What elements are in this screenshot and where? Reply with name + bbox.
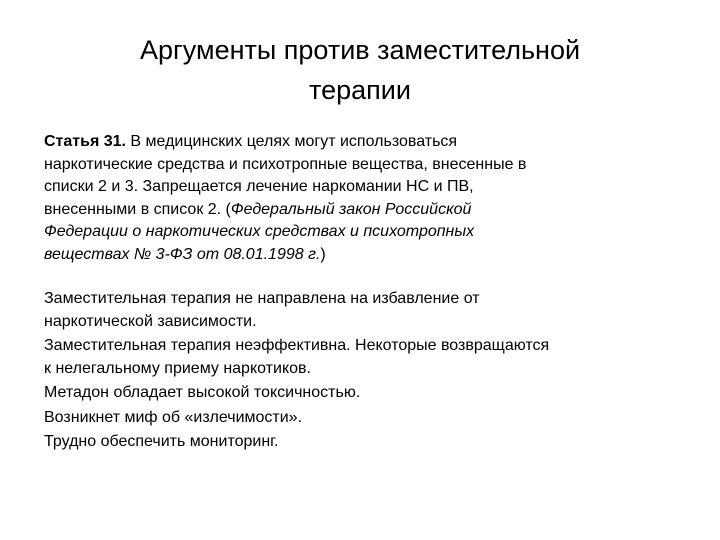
argument-item bbox=[44, 382, 694, 405]
article-paragraph bbox=[44, 131, 694, 266]
article-line-2: наркотические средства и психотропные вещества, внесенные в bbox=[44, 155, 527, 173]
argument-item bbox=[44, 431, 694, 454]
argument-line: Заместительная терапия неэффективна. Некоторые возвращаются bbox=[44, 337, 550, 354]
law-reference-part-1: Федеральный закон Российской bbox=[230, 200, 472, 218]
article-line-4-text: внесенными в список 2. ( bbox=[44, 200, 231, 218]
argument-line: наркотической зависимости. bbox=[44, 312, 257, 330]
argument-item bbox=[44, 288, 694, 333]
law-reference-part-2: Федерации о наркотических средствах и психотропных bbox=[44, 223, 475, 240]
argument-item bbox=[44, 407, 694, 430]
argument-line: Трудно обеспечить мониторинг. bbox=[44, 433, 279, 450]
law-reference-part-3: веществах № 3-ФЗ от 08.01.1998 г. bbox=[44, 245, 321, 263]
slide-body bbox=[44, 131, 694, 454]
argument-line: Заместительная терапия не направлена на избавление от bbox=[44, 290, 480, 307]
title-line-2: терапии bbox=[309, 75, 411, 105]
title-line-1: Аргументы против заместительной bbox=[139, 35, 581, 65]
article-line-4 bbox=[44, 199, 694, 222]
article-line-1-text: В медицинских целях могут использоваться bbox=[125, 133, 458, 150]
argument-line: Возникнет миф об «излечимости». bbox=[44, 408, 303, 426]
argument-line: к нелегальному приему наркотиков. bbox=[44, 359, 311, 377]
article-line-3: списки 2 и 3. Запрещается лечение наркомании НС и ПВ, bbox=[44, 178, 474, 195]
article-label: Статья 31. bbox=[44, 133, 126, 150]
closing-paren: ) bbox=[320, 245, 326, 263]
argument-line: Метадон обладает высокой токсичностью. bbox=[44, 384, 361, 401]
article-line-6 bbox=[44, 244, 694, 267]
argument-item bbox=[44, 335, 694, 380]
article-line-1 bbox=[44, 131, 694, 154]
slide-title bbox=[60, 30, 660, 110]
